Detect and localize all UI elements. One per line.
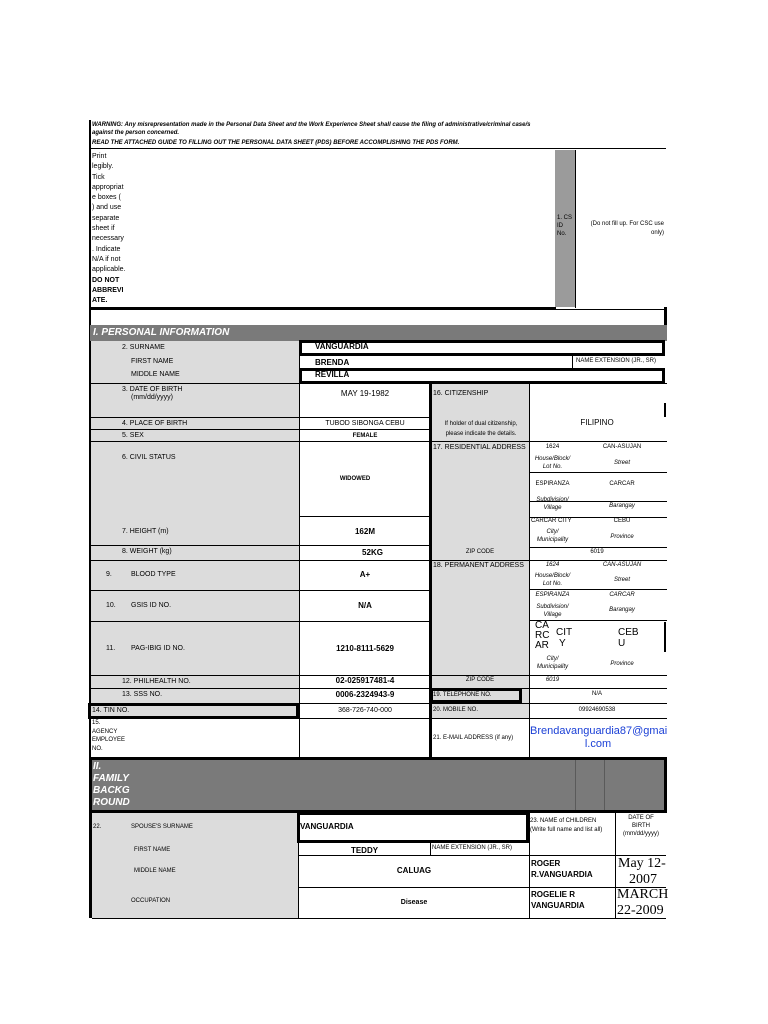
dob-value[interactable]: MAY 19-1982 — [340, 389, 390, 398]
telephone-label: 19. TELEPHONE NO. — [433, 692, 492, 698]
dual-citizenship-note: If holder of dual citizenship, please indicate the details. — [444, 421, 518, 437]
perm-zip-value[interactable]: 6019 — [545, 677, 560, 683]
warning-line-1: WARNING: Any misrepresentation made in the Personal Data Sheet and the Work Experience Sheet shall cause the filing of administrative/criminal case/s — [92, 122, 531, 128]
sex-value[interactable]: FEMALE — [352, 433, 378, 439]
instructions — [92, 152, 125, 306]
perm-city-value-2[interactable]: CIT Y — [556, 627, 573, 649]
height-value[interactable]: 162M — [354, 527, 375, 536]
res-zip-label: ZIP CODE — [465, 549, 495, 555]
children-label: 23. NAME of CHILDREN (Write full name and list all) — [530, 818, 603, 833]
first-name-value: BRENDA — [315, 358, 350, 367]
gsis-label: GSIS ID NO. — [131, 602, 172, 609]
spouse-middle-name-value[interactable]: CALUAG — [396, 866, 432, 875]
perm-barangay-label: Barangay — [609, 607, 635, 613]
family-label-column — [92, 813, 298, 918]
sss-label: 13. SSS NO. — [122, 691, 163, 698]
perm-house-label: House/Block/ Lot No. — [534, 573, 571, 587]
perm-street-label: Street — [613, 577, 630, 583]
header-bottom-rule — [90, 307, 556, 310]
perm-street-value[interactable]: CAN-ASUJAN — [602, 562, 642, 568]
surname-label: 2. SURNAME — [122, 344, 165, 351]
civil-status-label: 6. CIVIL STATUS — [122, 454, 176, 461]
res-subdivision-label: Subdivision/ Village — [536, 497, 569, 511]
blood-type-number: 9. — [106, 571, 112, 578]
citizenship-label: 16. CITIZENSHIP — [433, 390, 489, 397]
height-label: 7. HEIGHT (m) — [122, 528, 169, 535]
agency-employee-label: 15. AGENCY EMPLOYEE NO. — [92, 720, 126, 752]
gsis-value[interactable]: N/A — [358, 601, 372, 610]
res-city-value[interactable]: CARCAR CITY — [531, 518, 572, 524]
pagibig-value[interactable]: 1210-8111-5629 — [336, 644, 394, 653]
perm-city-value[interactable]: CA RC AR — [535, 620, 550, 651]
section-2-title: II. FAMILY BACKG ROUND — [93, 761, 130, 808]
child-1-dob[interactable]: May 12- 2007 — [618, 856, 666, 887]
instruction-text: Print legibly. Tick appropriat e boxes ( ) and use separate sheet if necessary . Indicate N/A if not applicable. — [92, 153, 126, 274]
sex-label: 5. SEX — [122, 432, 144, 439]
dob-label: 3. DATE OF BIRTH (mm/dd/yyyy) — [122, 386, 183, 401]
res-street-value[interactable]: CAN-ASUJAN — [602, 444, 642, 450]
spouse-first-name-label: FIRST NAME — [134, 847, 171, 853]
res-street-label: Street — [613, 460, 630, 466]
child-dob-label: DATE OF BIRTH (mm/dd/yyyy) — [623, 815, 659, 837]
tin-value[interactable]: 368-726-740-000 — [338, 707, 392, 714]
tin-label: 14. TIN NO. — [92, 707, 130, 714]
spouse-surname-label: SPOUSE'S SURNAME — [131, 824, 193, 830]
residential-address-label: 17. RESIDENTIAL ADDRESS — [433, 444, 526, 451]
res-house-label: House/Block/ Lot No. — [534, 456, 571, 470]
name-extension-label: NAME EXTENSION (JR., SR) — [576, 358, 657, 364]
weight-value[interactable]: 52KG — [362, 548, 383, 557]
pagibig-label: PAG-IBIG ID NO. — [131, 645, 185, 652]
surname-value: VANGUARDIA — [315, 342, 369, 351]
spouse-occupation-label: OCCUPATION — [131, 898, 171, 904]
email-value[interactable]: Brendavanguardia87@gmai l.com — [530, 725, 668, 750]
first-name-label: FIRST NAME — [131, 358, 174, 365]
child-2-dob[interactable]: MARCH 22-2009 — [617, 887, 669, 918]
blood-type-label: BLOOD TYPE — [131, 571, 176, 578]
philhealth-value[interactable]: 02-025917481-4 — [335, 676, 395, 685]
section-1-title: I. PERSONAL INFORMATION — [93, 327, 230, 338]
blood-type-value[interactable]: A+ — [359, 570, 371, 579]
perm-barangay-value[interactable]: CARCAR — [609, 592, 635, 598]
civil-status-value[interactable]: WIDOWED — [339, 476, 371, 482]
res-house-value[interactable]: 1624 — [545, 444, 560, 450]
res-province-label: Province — [610, 534, 634, 540]
child-2-name[interactable]: ROGELIE R VANGUARDIA — [531, 890, 585, 910]
mobile-label: 20. MOBILE NO. — [433, 707, 479, 713]
mobile-value[interactable]: 09924690538 — [578, 707, 616, 713]
res-barangay-label: Barangay — [609, 503, 635, 509]
middle-name-field[interactable] — [299, 368, 665, 384]
middle-name-value: REVILLA — [315, 370, 350, 379]
perm-subdivision-label: Subdivision/ Village — [536, 604, 569, 618]
spouse-occupation-value[interactable]: Disease — [400, 899, 428, 906]
email-label: 21. E-MAIL ADDRESS (if any) — [433, 735, 514, 741]
sss-value[interactable]: 0006-2324943-9 — [335, 690, 395, 699]
res-barangay-value[interactable]: CARCAR — [609, 481, 635, 487]
spouse-surname-value: VANGUARDIA — [300, 822, 354, 831]
spouse-middle-name-label: MIDDLE NAME — [134, 868, 176, 874]
perm-province-label: Province — [610, 661, 634, 667]
permanent-address-label: 18. PERMANENT ADDRESS — [433, 562, 524, 569]
read-guide-note: READ THE ATTACHED GUIDE TO FILLING OUT THE PERSONAL DATA SHEET (PDS) BEFORE ACCOMPLISHING THE PDS FORM. — [92, 140, 460, 146]
perm-subdivision-value[interactable]: ESPIRANZA — [535, 592, 570, 598]
perm-zip-label: ZIP CODE — [465, 677, 495, 683]
section-2-header — [92, 760, 664, 810]
place-of-birth-value[interactable]: TUBOD SIBONGA CEBU — [325, 420, 405, 427]
do-not-abbreviate: DO NOT ABBREVI ATE. — [92, 276, 124, 305]
cs-id-label: 1. CS ID No. — [557, 215, 573, 237]
res-province-value[interactable]: CEBU — [613, 518, 631, 524]
perm-city-label: City/ Municipality — [536, 656, 569, 670]
pagibig-number: 11. — [106, 645, 116, 652]
weight-label: 8. WEIGHT (kg) — [122, 548, 172, 555]
telephone-value[interactable]: N/A — [591, 691, 602, 697]
child-1-name[interactable]: ROGER R.VANGUARDIA — [531, 859, 593, 879]
gsis-number: 10. — [106, 602, 116, 609]
res-city-label: City/ Municipality — [536, 529, 569, 543]
spouse-first-name-value[interactable]: TEDDY — [350, 846, 379, 855]
spouse-name-extension-label: NAME EXTENSION (JR., SR) — [432, 845, 513, 851]
place-of-birth-label: 4. PLACE OF BIRTH — [122, 420, 188, 427]
res-zip-value[interactable]: 6019 — [590, 549, 604, 555]
philhealth-label: 12. PHILHEALTH NO. — [122, 678, 191, 685]
res-subdivision-value[interactable]: ESPIRANZA — [535, 481, 570, 487]
citizenship-value[interactable]: FILIPINO — [580, 418, 614, 427]
warning-line-2: against the person concerned. — [92, 130, 180, 136]
perm-house-value[interactable]: 1624 — [545, 562, 560, 568]
perm-province-value[interactable]: CEB U — [618, 627, 639, 649]
spouse-number: 22. — [93, 824, 102, 830]
csc-use-note: (Do not fill up. For CSC use only) — [590, 221, 664, 236]
middle-name-label: MIDDLE NAME — [131, 371, 180, 378]
